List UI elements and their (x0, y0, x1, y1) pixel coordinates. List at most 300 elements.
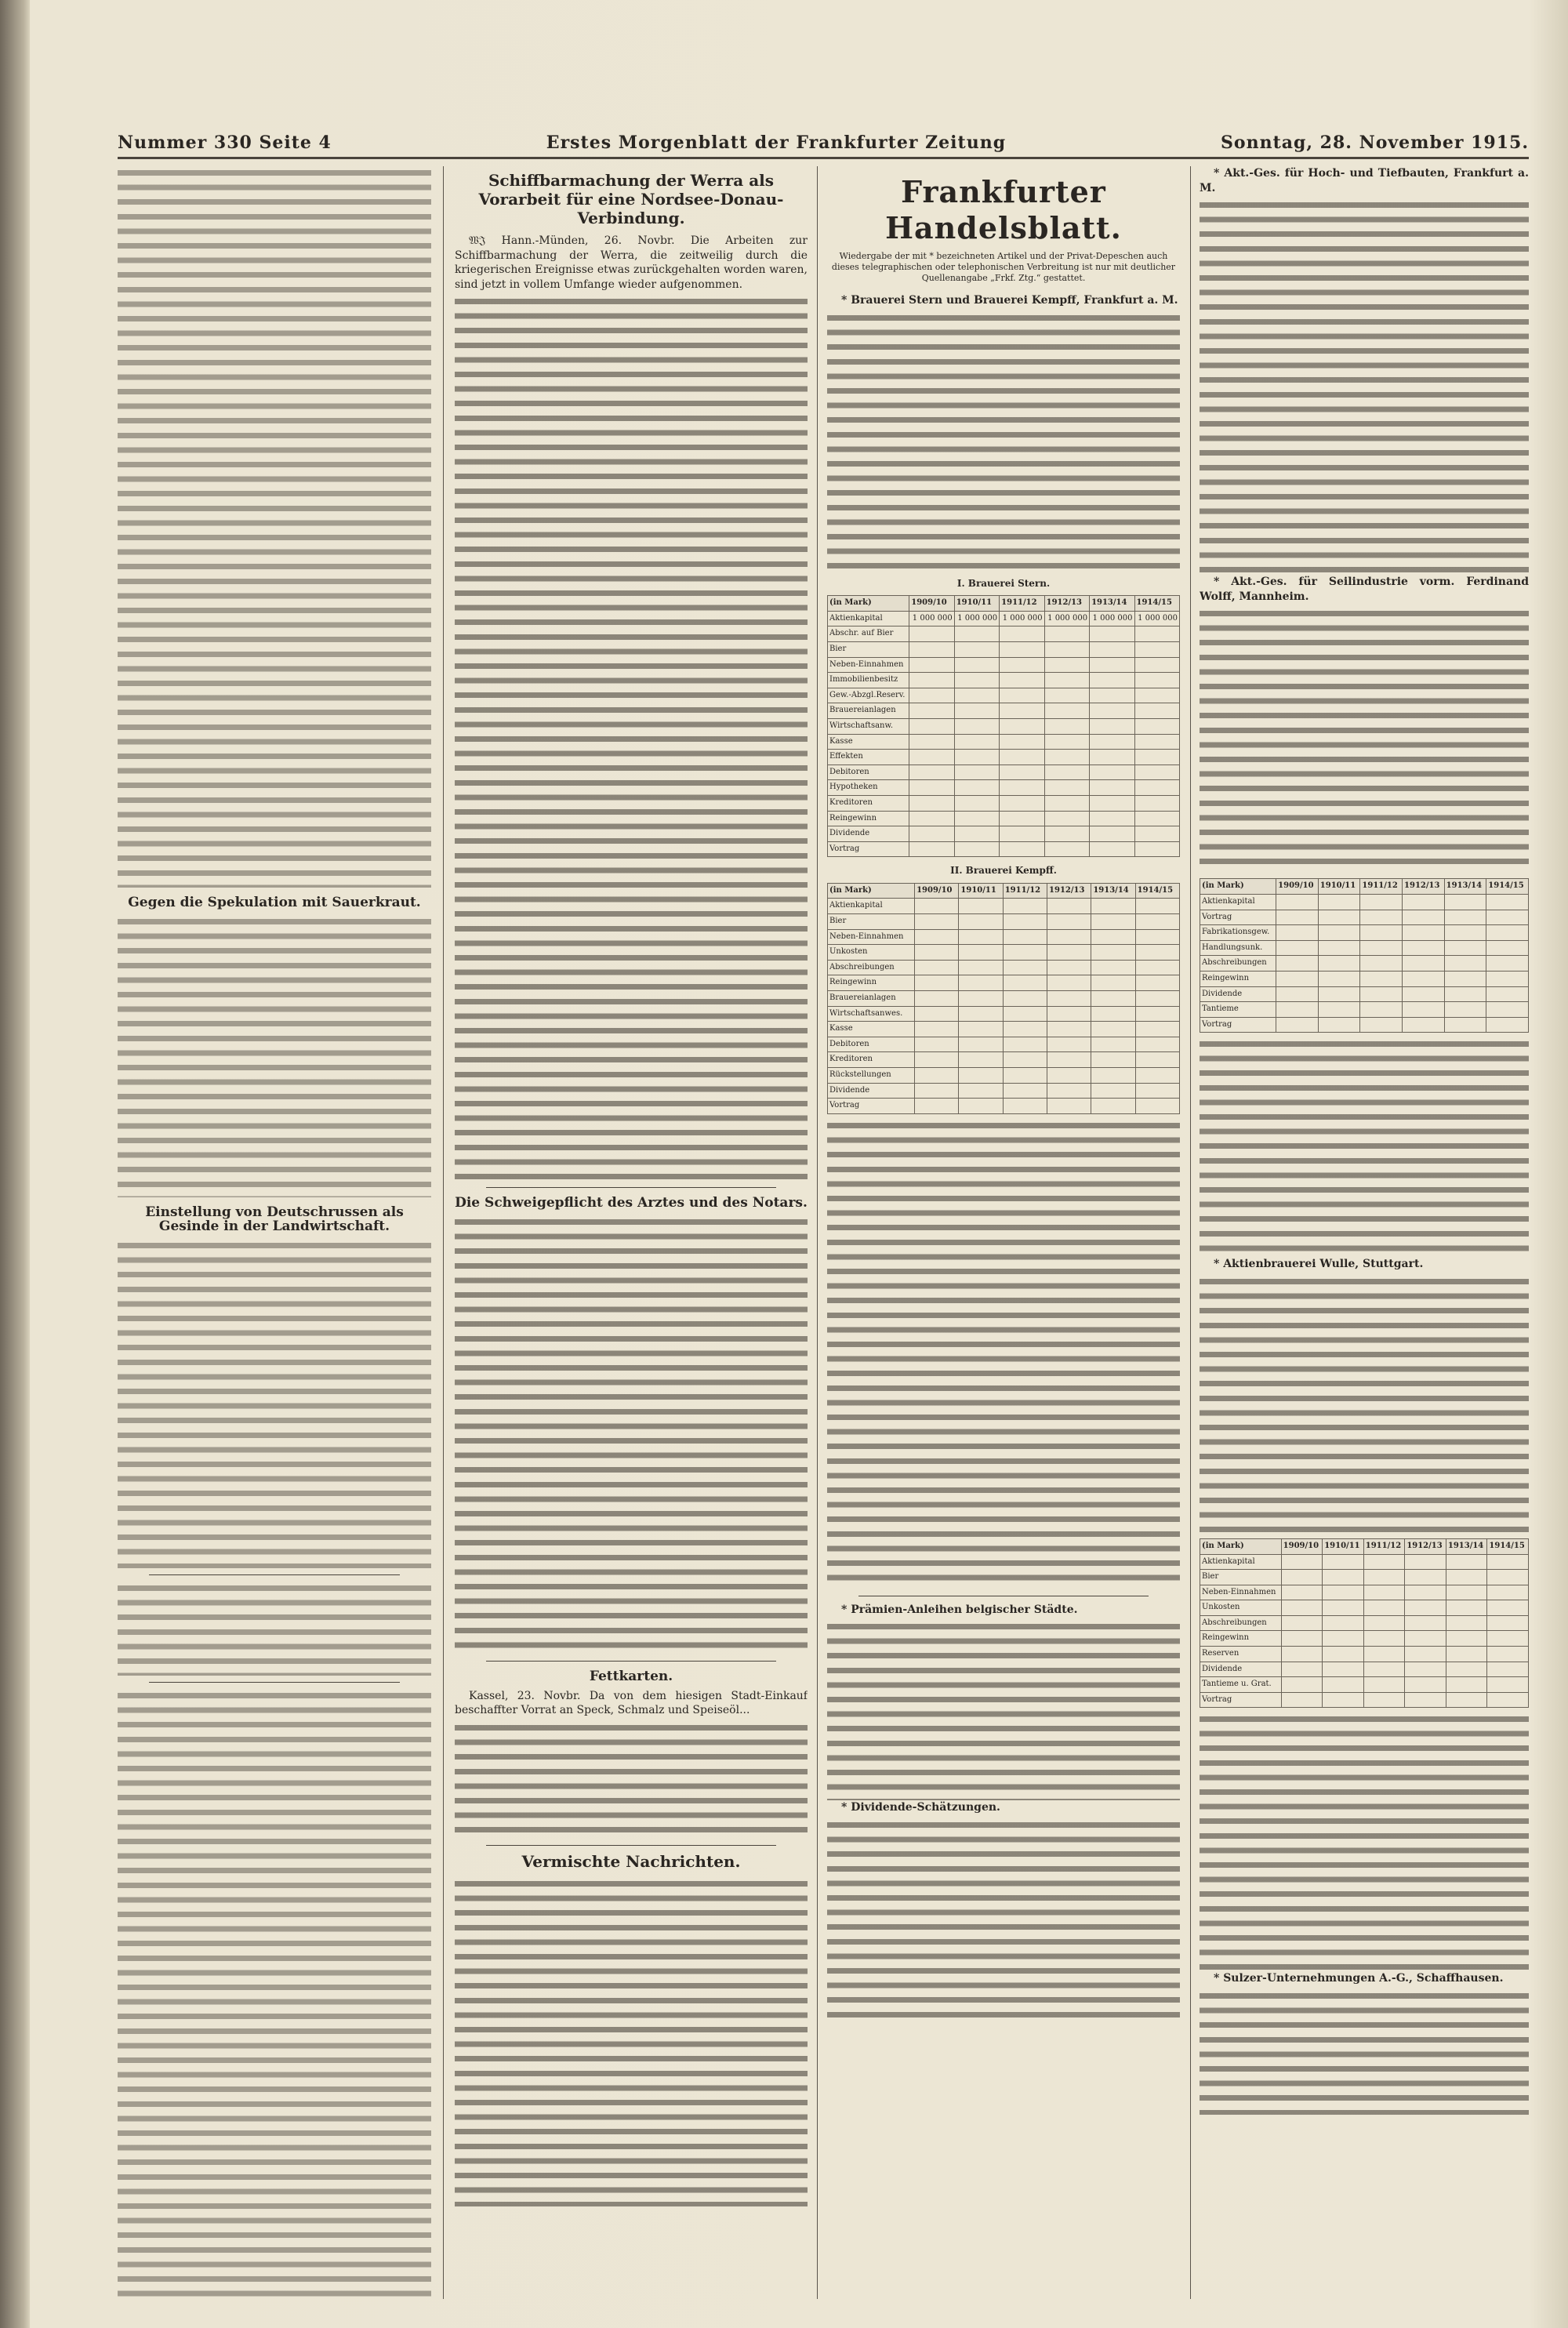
table-stern-cell (1000, 841, 1044, 857)
table-stern-cell (1134, 703, 1179, 719)
table-stern-cell (1090, 657, 1134, 673)
col4-item-hochbau-heading: * Akt.-Ges. für Hoch- und Tiefbauten, Frankfurt a. M. (1200, 167, 1529, 194)
table-seilindustrie-row (1200, 986, 1529, 1002)
table-kempff-cell (1003, 914, 1047, 930)
table-kempff-cell (1091, 1099, 1135, 1114)
table-wulle-cell (1446, 1600, 1487, 1616)
table-kempff-cell (959, 960, 1003, 975)
table-seilindustrie-cell (1318, 940, 1360, 956)
col1-article-text (118, 166, 431, 888)
table-seilindustrie-cell (1276, 894, 1319, 910)
table-stern-cell (1134, 657, 1179, 673)
table-kempff-cell (1047, 991, 1091, 1007)
table-stern-cell (1000, 780, 1044, 796)
table-seilindustrie-cell (1360, 925, 1403, 941)
table-stern-cell (1044, 703, 1089, 719)
table-stern-cell: Hypotheken (828, 780, 909, 796)
table-wulle-cell (1405, 1585, 1446, 1600)
table-stern-row (828, 811, 1180, 826)
table-kempff-row (828, 1099, 1180, 1114)
table-seilindustrie-cell (1276, 925, 1319, 941)
table-stern-cell (1090, 626, 1134, 642)
table-wulle-cell (1281, 1570, 1323, 1585)
table-stern-cell (954, 626, 999, 642)
table-stern-cell (909, 688, 954, 703)
table-kempff-header-cell: 1912/13 (1047, 883, 1091, 899)
column-1 (118, 166, 431, 2299)
table-wulle-header-cell: 1909/10 (1281, 1538, 1323, 1554)
col2-fettkarten-text (455, 1721, 808, 1839)
table-stern-cell: Reingewinn (828, 811, 909, 826)
table-wulle-cell (1323, 1554, 1364, 1570)
table-wulle-row (1200, 1662, 1529, 1677)
table-stern-cell: Gew.-Abzgl.Reserv. (828, 688, 909, 703)
column-rule-2 (817, 166, 818, 2299)
table-kempff-cell (1135, 1099, 1179, 1114)
table-wulle-cell (1323, 1647, 1364, 1662)
table-kempff-row (828, 1068, 1180, 1084)
table-seilindustrie-cell (1486, 956, 1529, 972)
table-stern-cell (1134, 841, 1179, 857)
table-kempff-cell (1135, 975, 1179, 991)
col1-sauerkraut-text (118, 915, 431, 1197)
table-seilindustrie-header-cell: 1910/11 (1318, 879, 1360, 895)
table-kempff-cell: Abschreibungen (828, 960, 915, 975)
table-seilindustrie-cell (1318, 894, 1360, 910)
table-kempff-cell (1047, 899, 1091, 914)
col3-item-praemien-heading: * Prämien-Anleihen belgischer Städte. (841, 1603, 1078, 1616)
table-kempff-cell (1091, 960, 1135, 975)
column-rule-1 (443, 166, 444, 2299)
table-wulle-row (1200, 1570, 1529, 1585)
table-seilindustrie-cell (1403, 971, 1445, 986)
table-stern-cell (1044, 641, 1089, 657)
table-stern-header-cell: 1911/12 (1000, 596, 1044, 612)
table-stern-row (828, 703, 1180, 719)
table-stern-cell (1090, 795, 1134, 811)
table-stern-cell: Abschr. auf Bier (828, 626, 909, 642)
table-kempff-cell (1003, 1052, 1047, 1068)
table-kempff-cell (1091, 1068, 1135, 1084)
table-stern-cell (1000, 657, 1044, 673)
table-seilindustrie-cell (1444, 971, 1486, 986)
table-stern-cell: Effekten (828, 750, 909, 765)
table-wulle-cell (1487, 1631, 1529, 1647)
table-kempff-cell (1003, 991, 1047, 1007)
table-wulle-cell (1363, 1600, 1405, 1616)
table-seilindustrie-cell (1276, 956, 1319, 972)
table-kempff-cell: Wirtschaftsanwes. (828, 1006, 915, 1022)
table-wulle-cell (1405, 1662, 1446, 1677)
table-stern-cell (954, 688, 999, 703)
table-kempff-cell: Rückstellungen (828, 1068, 915, 1084)
table-wulle-cell (1323, 1570, 1364, 1585)
col1-heading-sauerkraut: Gegen die Spekulation mit Sauerkraut. (128, 895, 421, 910)
table-seilindustrie-header-cell: 1914/15 (1486, 879, 1529, 895)
table-stern-cell (1000, 734, 1044, 750)
table-stern-row (828, 780, 1180, 796)
table-stern-cell (1044, 826, 1089, 842)
col2-divider (486, 1187, 776, 1188)
column-3 (827, 166, 1180, 2299)
table-stern-cell: Debitoren (828, 764, 909, 780)
table-wulle-cell (1487, 1677, 1529, 1693)
table-wulle-cell (1446, 1662, 1487, 1677)
table-stern-cell (1044, 718, 1089, 734)
table-stern-header-cell: 1909/10 (909, 596, 954, 612)
table-stern-cell (1044, 750, 1089, 765)
table-stern-cell (1000, 826, 1044, 842)
table-wulle-cell: Dividende (1200, 1662, 1282, 1677)
table-stern-cell (1044, 841, 1089, 857)
table-kempff-row (828, 914, 1180, 930)
table-wulle-cell (1323, 1631, 1364, 1647)
page-header (118, 125, 1529, 160)
table-wulle-cell (1363, 1585, 1405, 1600)
table-stern-cell (909, 795, 954, 811)
table-kempff-cell (1135, 1022, 1179, 1037)
table-kempff-row (828, 1037, 1180, 1052)
table-seilindustrie-row (1200, 971, 1529, 986)
table-seilindustrie-cell (1444, 925, 1486, 941)
column-2 (455, 166, 808, 2299)
table-seilindustrie-cell (1486, 894, 1529, 910)
table-seilindustrie-row (1200, 894, 1529, 910)
table-stern-cell (909, 641, 954, 657)
table-wulle-cell: Abschreibungen (1200, 1615, 1282, 1631)
col3-item-brauerei-heading: * Brauerei Stern und Brauerei Kempff, Frankfurt a. M. (841, 294, 1178, 307)
header-page-number: Nummer 330 Seite 4 (118, 133, 332, 153)
table-kempff-cell (1003, 1099, 1047, 1114)
table-seilindustrie-cell (1403, 1017, 1445, 1033)
table-stern-cell (909, 750, 954, 765)
table-wulle-cell (1446, 1615, 1487, 1631)
table-wulle-cell (1281, 1600, 1323, 1616)
table-stern-cell (954, 764, 999, 780)
table-seilindustrie-row (1200, 940, 1529, 956)
table-kempff-cell (915, 1006, 959, 1022)
table-wulle-cell (1487, 1647, 1529, 1662)
table-kempff-cell (959, 1052, 1003, 1068)
table-kempff-cell (915, 975, 959, 991)
table-wulle-cell (1363, 1692, 1405, 1708)
table-stern-cell (1134, 734, 1179, 750)
table-stern-cell (1090, 780, 1134, 796)
table-kempff-row (828, 991, 1180, 1007)
table-wulle-row (1200, 1554, 1529, 1570)
table-kempff-row (828, 1052, 1180, 1068)
table-wulle-cell (1487, 1585, 1529, 1600)
table-kempff-cell (1003, 960, 1047, 975)
table-kempff-cell (1047, 1068, 1091, 1084)
table-kempff-cell: Reingewinn (828, 975, 915, 991)
table-stern-row (828, 688, 1180, 703)
table-wulle-cell: Tantieme u. Grat. (1200, 1677, 1282, 1693)
table-kempff-cell: Bier (828, 914, 915, 930)
table-stern-row (828, 795, 1180, 811)
table-kempff-cell (915, 991, 959, 1007)
table-wulle-cell: Reserven (1200, 1647, 1282, 1662)
table-stern-row (828, 764, 1180, 780)
table-stern-cell (954, 795, 999, 811)
table-seilindustrie-row (1200, 1017, 1529, 1033)
table-stern-cell: Kasse (828, 734, 909, 750)
table-seilindustrie-cell (1318, 910, 1360, 925)
table-seilindustrie-cell (1276, 940, 1319, 956)
table-stern-cell (954, 826, 999, 842)
table-seilindustrie-cell (1403, 910, 1445, 925)
table-kempff-cell (1047, 1022, 1091, 1037)
table-stern-cell (1090, 641, 1134, 657)
table-kempff-cell (1047, 975, 1091, 991)
table-kempff-cell (959, 1022, 1003, 1037)
table-seilindustrie-cell (1360, 940, 1403, 956)
table-kempff-cell (1135, 1083, 1179, 1099)
table-wulle-cell (1446, 1692, 1487, 1708)
table-seilindustrie-cell (1360, 910, 1403, 925)
table-seilindustrie-header-cell: 1911/12 (1360, 879, 1403, 895)
table-seilindustrie-header-cell: 1912/13 (1403, 879, 1445, 895)
table-wulle-header-cell: 1910/11 (1323, 1538, 1364, 1554)
table-kempff-cell (959, 1068, 1003, 1084)
table-kempff-cell (1091, 899, 1135, 914)
table-kempff-cell (1135, 1068, 1179, 1084)
table-kempff-cell (1003, 1083, 1047, 1099)
table-stern-cell (1000, 750, 1044, 765)
table-wulle-cell (1487, 1662, 1529, 1677)
table-stern-cell (954, 841, 999, 857)
table-seilindustrie-cell: Dividende (1200, 986, 1276, 1002)
table-stern-cell (909, 811, 954, 826)
handelsblatt-masthead: Frankfurter Handelsblatt. (885, 174, 1122, 245)
table-kempff-cell (915, 914, 959, 930)
col4-seilindustrie-continued (1200, 1037, 1529, 1257)
table-seilindustrie-cell (1360, 956, 1403, 972)
table-stern-cell: Immobilienbesitz (828, 673, 909, 688)
table-kempff-cell: Kasse (828, 1022, 915, 1037)
table-wulle-row (1200, 1585, 1529, 1600)
table-seilindustrie-cell (1360, 894, 1403, 910)
col2-werra-text (455, 295, 808, 1181)
table-wulle-cell (1446, 1677, 1487, 1693)
col1-divider (149, 1574, 400, 1575)
table-kempff-cell (959, 975, 1003, 991)
table-kempff-row (828, 1083, 1180, 1099)
table-stern-cell (1134, 718, 1179, 734)
table-stern-title: I. Brauerei Stern. (956, 577, 1051, 589)
table-stern-cell: Vortrag (828, 841, 909, 857)
table-wulle-cell (1363, 1677, 1405, 1693)
col3-dividende-text (827, 1818, 1180, 2022)
table-stern-header-cell: 1910/11 (954, 596, 999, 612)
table-kempff-header-cell: (in Mark) (828, 883, 915, 899)
table-kempff-cell (959, 1037, 1003, 1052)
table-kempff-header-cell: 1911/12 (1003, 883, 1047, 899)
table-kempff-cell (915, 960, 959, 975)
table-stern-cell (1090, 673, 1134, 688)
col3-brauerei-continued (827, 1119, 1180, 1589)
table-kempff-cell (959, 1099, 1003, 1114)
table-seilindustrie-cell (1360, 971, 1403, 986)
table-wulle-cell (1363, 1570, 1405, 1585)
col2-schweigepflicht-text (455, 1215, 808, 1654)
table-kempff-cell (959, 899, 1003, 914)
col4-item-seilindustrie-heading: * Akt.-Ges. für Seilindustrie vorm. Ferdinand Wolff, Mannheim. (1200, 576, 1529, 603)
table-wulle-cell (1405, 1692, 1446, 1708)
table-seilindustrie-cell (1403, 956, 1445, 972)
table-seilindustrie-cell: Vortrag (1200, 910, 1276, 925)
table-seilindustrie-cell (1486, 1017, 1529, 1033)
table-wulle-row (1200, 1600, 1529, 1616)
table-wulle-cell (1281, 1554, 1323, 1570)
table-seilindustrie-cell (1444, 894, 1486, 910)
col4-seilindustrie-text (1200, 607, 1529, 873)
table-kempff-cell (959, 914, 1003, 930)
table-wulle-header-cell: 1913/14 (1446, 1538, 1487, 1554)
col3-brauerei-text (827, 311, 1180, 570)
table-kempff-cell: Kreditoren (828, 1052, 915, 1068)
table-kempff-cell (915, 899, 959, 914)
table-kempff-header-cell: 1910/11 (959, 883, 1003, 899)
table-stern-cell (1090, 734, 1134, 750)
col2-fettkarten-lead: Kassel, 23. Novbr. Da von dem hiesigen Stadt-Einkauf beschaffter Vorrat an Speck, Schmalz und Speiseöl... (455, 1689, 808, 1717)
table-stern (827, 595, 1180, 857)
table-kempff-cell (1003, 1037, 1047, 1052)
table-stern-cell (1090, 688, 1134, 703)
table-stern-cell (1044, 688, 1089, 703)
table-wulle-cell: Neben-Einnahmen (1200, 1585, 1282, 1600)
table-stern-cell (1000, 688, 1044, 703)
table-stern-cell (1134, 626, 1179, 642)
table-wulle-cell (1363, 1615, 1405, 1631)
table-stern-cell (1044, 734, 1089, 750)
table-stern-cell (1134, 826, 1179, 842)
handelsblatt-notice: Wiedergabe der mit * bezeichneten Artikel und der Privat-Depeschen auch dieses telegraphischen oder telephonischen Verbreitung ist nur mit deutlicher Quellenangabe „Frkf. Ztg.“ gestattet. (831, 251, 1176, 283)
table-stern-cell (954, 734, 999, 750)
table-stern-cell (1044, 657, 1089, 673)
table-kempff-cell (915, 929, 959, 945)
table-kempff-cell (1047, 960, 1091, 975)
col2-heading-werra: Schiffbarmachung der Werra als Vorarbeit für eine Nordsee-Donau-Verbindung. (478, 171, 784, 227)
table-wulle-row (1200, 1677, 1529, 1693)
table-stern-cell (954, 750, 999, 765)
table-stern-cell (1044, 764, 1089, 780)
table-stern-row (828, 750, 1180, 765)
col1-fulda-text (118, 1582, 431, 1676)
table-wulle-cell (1405, 1647, 1446, 1662)
col2-divider-3 (486, 1845, 776, 1846)
table-wulle-cell (1323, 1585, 1364, 1600)
table-kempff-cell (1003, 945, 1047, 961)
table-seilindustrie-cell (1318, 956, 1360, 972)
table-kempff-cell (915, 1068, 959, 1084)
table-wulle-cell (1323, 1677, 1364, 1693)
table-kempff-row (828, 960, 1180, 975)
table-stern-row (828, 626, 1180, 642)
table-kempff-cell (959, 1006, 1003, 1022)
table-wulle-cell (1405, 1677, 1446, 1693)
table-seilindustrie-cell (1444, 956, 1486, 972)
table-kempff-cell (959, 929, 1003, 945)
table-kempff-cell (1135, 1037, 1179, 1052)
header-date: Sonntag, 28. November 1915. (1221, 133, 1529, 153)
table-stern-cell: Dividende (828, 826, 909, 842)
table-seilindustrie-cell (1444, 1002, 1486, 1018)
table-seilindustrie-cell (1360, 1017, 1403, 1033)
table-kempff-cell (1135, 914, 1179, 930)
table-stern-cell (954, 718, 999, 734)
column-rule-3 (1190, 166, 1191, 2299)
table-stern-cell: Wirtschaftsanw. (828, 718, 909, 734)
table-wulle-cell (1446, 1554, 1487, 1570)
table-kempff-cell (1003, 1006, 1047, 1022)
table-wulle-cell (1281, 1585, 1323, 1600)
header-rule (118, 157, 1529, 159)
table-stern-cell (1134, 795, 1179, 811)
table-stern-header-cell: (in Mark) (828, 596, 909, 612)
table-stern-cell (1044, 626, 1089, 642)
table-kempff-cell (915, 945, 959, 961)
table-kempff-cell (1003, 929, 1047, 945)
table-kempff-cell (1135, 929, 1179, 945)
table-stern-row (828, 841, 1180, 857)
table-stern-cell: 1 000 000 (1044, 611, 1089, 626)
table-wulle-cell: Unkosten (1200, 1600, 1282, 1616)
table-stern-header-cell: 1913/14 (1090, 596, 1134, 612)
table-seilindustrie-cell (1318, 986, 1360, 1002)
table-stern-row (828, 718, 1180, 734)
table-seilindustrie-cell (1318, 1002, 1360, 1018)
table-wulle-cell (1363, 1647, 1405, 1662)
col2-heading-vermischtes: Vermischte Nachrichten. (521, 1851, 741, 1871)
table-wulle (1200, 1538, 1529, 1709)
table-seilindustrie-cell: Aktienkapital (1200, 894, 1276, 910)
col1-divider-2 (149, 1682, 400, 1683)
table-stern-cell: 1 000 000 (1090, 611, 1134, 626)
table-stern-cell (909, 657, 954, 673)
table-kempff-cell (915, 1099, 959, 1114)
table-kempff-row (828, 945, 1180, 961)
col4-hochbau-text (1200, 198, 1529, 575)
table-wulle-cell: Aktienkapital (1200, 1554, 1282, 1570)
table-seilindustrie-cell (1276, 1002, 1319, 1018)
table-kempff-cell (1047, 1083, 1091, 1099)
table-seilindustrie-row (1200, 925, 1529, 941)
table-kempff-cell: Brauereianlagen (828, 991, 915, 1007)
table-stern-cell (909, 703, 954, 719)
binding-gutter (0, 0, 30, 2328)
col4-wulle-continued (1200, 1712, 1529, 1971)
table-wulle-cell (1363, 1631, 1405, 1647)
table-seilindustrie-cell: Fabrikationsgew. (1200, 925, 1276, 941)
table-wulle-row (1200, 1615, 1529, 1631)
table-seilindustrie-cell (1444, 910, 1486, 925)
table-kempff-cell (915, 1022, 959, 1037)
table-stern-cell (1000, 795, 1044, 811)
table-kempff-header-cell: 1913/14 (1091, 883, 1135, 899)
table-wulle-cell (1405, 1570, 1446, 1585)
table-stern-cell: Neben-Einnahmen (828, 657, 909, 673)
table-stern-cell (1090, 718, 1134, 734)
table-seilindustrie-row (1200, 956, 1529, 972)
table-seilindustrie-cell (1486, 1002, 1529, 1018)
table-kempff-cell (915, 1083, 959, 1099)
table-stern-cell: Bier (828, 641, 909, 657)
table-stern-cell (1090, 703, 1134, 719)
table-seilindustrie-cell (1360, 1002, 1403, 1018)
col2-werra-lead: 𝔚𝔍 Hann.-Münden, 26. Novbr. Die Arbeiten zur Schiffbarmachung der Werra, die zeitweilig durch die kriegerischen Ereignisse etwas zurückgehalten worden waren, sind jetzt in vollem Umfange wieder aufgenommen. (455, 234, 808, 291)
table-seilindustrie-cell (1486, 940, 1529, 956)
